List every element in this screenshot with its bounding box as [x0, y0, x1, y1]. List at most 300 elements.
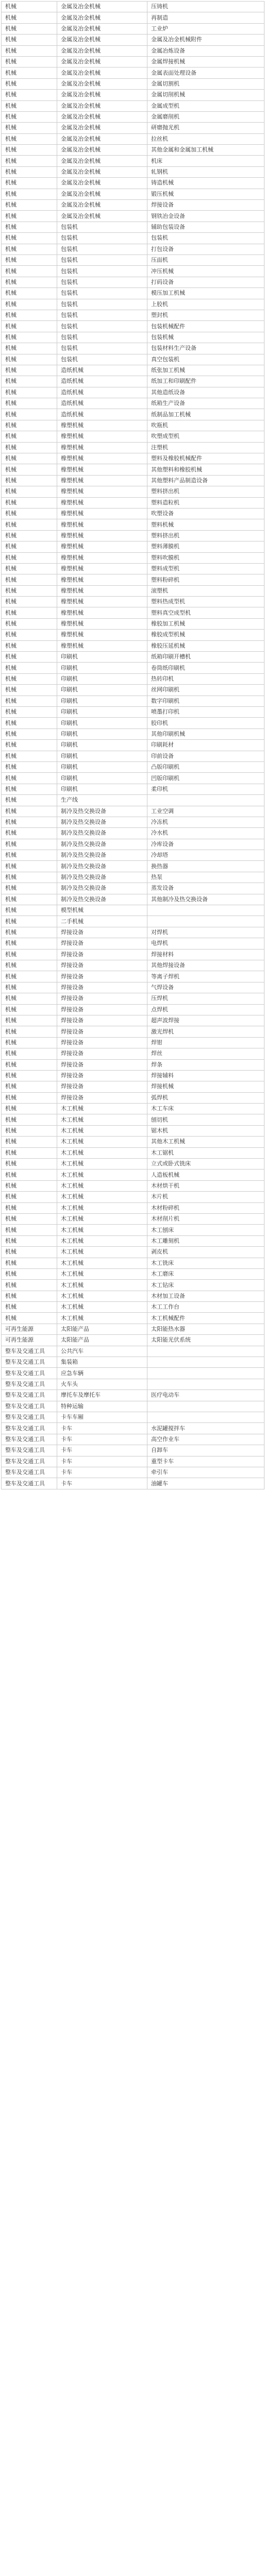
subcategory-cell: 其他塑料产品制造设备 — [147, 475, 264, 486]
category-cell: 焊接设备 — [57, 982, 147, 993]
category-cell: 印刷机 — [57, 751, 147, 761]
subcategory-cell: 金属磨削机 — [147, 111, 264, 122]
subcategory-cell: 木工车床 — [147, 1104, 264, 1114]
subcategory-cell: 冲压机械 — [147, 266, 264, 277]
subcategory-cell: 金属切割机 — [147, 78, 264, 89]
table-row — [2, 1225, 264, 1235]
subcategory-cell: 其他印刷机械 — [147, 728, 264, 739]
subcategory-cell: 工业炉 — [147, 23, 264, 34]
table-row — [2, 100, 264, 111]
subcategory-cell: 胶印机 — [147, 718, 264, 728]
category-cell: 制冷及热交换设备 — [57, 883, 147, 894]
industry-cell: 机械 — [2, 960, 57, 971]
subcategory-cell: 纸制品加工机械 — [147, 409, 264, 420]
industry-cell: 机械 — [2, 486, 57, 497]
category-cell: 焊接设备 — [57, 1059, 147, 1070]
industry-cell: 整车及交通工具 — [2, 1379, 57, 1389]
table-row — [2, 1280, 264, 1291]
category-cell: 制冷及热交换设备 — [57, 806, 147, 817]
category-cell: 摩托车及摩托车 — [57, 1390, 147, 1401]
category-cell: 包装机 — [57, 354, 147, 365]
table-row — [2, 332, 264, 343]
category-cell: 橡塑机械 — [57, 431, 147, 442]
category-cell: 卡车 — [57, 1423, 147, 1434]
table-row — [2, 982, 264, 993]
table-row — [2, 927, 264, 938]
industry-cell: 机械 — [2, 420, 57, 431]
subcategory-cell: 拉丝机 — [147, 133, 264, 144]
category-cell: 橡塑机械 — [57, 486, 147, 497]
industry-cell: 机械 — [2, 630, 57, 640]
category-cell: 木工机械 — [57, 1114, 147, 1125]
subcategory-cell: 塑料成型机 — [147, 563, 264, 574]
industry-cell: 机械 — [2, 761, 57, 772]
category-cell: 金属及冶金机械 — [57, 78, 147, 89]
category-cell: 橡塑机械 — [57, 442, 147, 453]
industry-cell: 整车及交通工具 — [2, 1456, 57, 1467]
category-cell: 印刷机 — [57, 696, 147, 706]
category-cell: 应急车辆 — [57, 1368, 147, 1379]
industry-cell: 机械 — [2, 530, 57, 541]
subcategory-cell: 木材烘干机 — [147, 1180, 264, 1191]
category-cell: 印刷机 — [57, 652, 147, 663]
table-row — [2, 266, 264, 277]
table-row — [2, 1170, 264, 1180]
category-cell: 焊接设备 — [57, 1070, 147, 1081]
industry-cell: 整车及交通工具 — [2, 1368, 57, 1379]
table-row — [2, 1147, 264, 1158]
table-row — [2, 663, 264, 673]
industry-cell: 整车及交通工具 — [2, 1346, 57, 1357]
category-cell: 金属及冶金机械 — [57, 178, 147, 189]
table-row — [2, 773, 264, 784]
table-row — [2, 861, 264, 872]
industry-cell: 机械 — [2, 222, 57, 232]
category-cell: 金属及冶金机械 — [57, 12, 147, 23]
industry-cell: 整车及交通工具 — [2, 1445, 57, 1456]
category-cell: 包装机 — [57, 321, 147, 332]
industry-cell: 整车及交通工具 — [2, 1401, 57, 1412]
category-cell: 橡塑机械 — [57, 519, 147, 530]
table-row — [2, 200, 264, 211]
table-row — [2, 1070, 264, 1081]
table-row — [2, 1235, 264, 1246]
category-cell: 焊接设备 — [57, 927, 147, 938]
table-row — [2, 916, 264, 927]
industry-cell: 机械 — [2, 1313, 57, 1324]
table-row — [2, 839, 264, 850]
subcategory-cell: 橡胶压延机械 — [147, 640, 264, 651]
category-cell: 二手机械 — [57, 916, 147, 927]
category-cell: 橡塑机械 — [57, 552, 147, 563]
subcategory-cell: 金属及冶金机械附件 — [147, 35, 264, 45]
category-cell: 木工机械 — [57, 1147, 147, 1158]
subcategory-cell: 换热器 — [147, 861, 264, 872]
category-cell: 包装机 — [57, 310, 147, 320]
table-row — [2, 607, 264, 618]
industry-cell: 机械 — [2, 1037, 57, 1048]
industry-cell: 机械 — [2, 1213, 57, 1224]
subcategory-cell: 上胶机 — [147, 299, 264, 310]
table-row — [2, 795, 264, 806]
industry-cell: 机械 — [2, 166, 57, 177]
subcategory-cell: 塑料吹膜机 — [147, 552, 264, 563]
category-cell: 印刷机 — [57, 707, 147, 718]
table-row — [2, 1159, 264, 1170]
table-row — [2, 718, 264, 728]
subcategory-cell: 印刷耗材 — [147, 740, 264, 751]
table-row — [2, 1324, 264, 1334]
category-cell: 制冷及热交换设备 — [57, 861, 147, 872]
industry-cell: 机械 — [2, 343, 57, 354]
industry-cell: 机械 — [2, 189, 57, 199]
table-row — [2, 1125, 264, 1136]
table-row — [2, 111, 264, 122]
industry-cell: 可再生能源 — [2, 1335, 57, 1346]
table-row — [2, 1048, 264, 1059]
category-cell: 卡车 — [57, 1467, 147, 1478]
industry-cell: 机械 — [2, 607, 57, 618]
industry-cell: 机械 — [2, 1180, 57, 1191]
industry-cell: 机械 — [2, 56, 57, 67]
industry-cell: 机械 — [2, 652, 57, 663]
table-row — [2, 1478, 264, 1489]
subcategory-cell: 卷筒纸印刷机 — [147, 663, 264, 673]
category-cell: 包装机 — [57, 233, 147, 244]
category-cell: 金属及冶金机械 — [57, 133, 147, 144]
subcategory-cell: 等离子焊机 — [147, 971, 264, 982]
category-cell: 木工机械 — [57, 1302, 147, 1313]
industry-cell: 机械 — [2, 597, 57, 607]
category-cell: 卡车 — [57, 1456, 147, 1467]
category-cell: 印刷机 — [57, 673, 147, 684]
subcategory-cell: 其他金属和金属加工机械 — [147, 145, 264, 156]
table-row — [2, 574, 264, 585]
industry-cell: 机械 — [2, 1147, 57, 1158]
industry-cell: 机械 — [2, 288, 57, 299]
subcategory-cell: 塑料挤出机 — [147, 486, 264, 497]
industry-cell: 整车及交通工具 — [2, 1467, 57, 1478]
category-cell: 金属及冶金机械 — [57, 189, 147, 199]
subcategory-cell: 木工机械配件 — [147, 1313, 264, 1324]
category-cell: 包装机 — [57, 266, 147, 277]
category-cell: 木工机械 — [57, 1280, 147, 1291]
table-row — [2, 1026, 264, 1037]
category-cell: 制冷及热交换设备 — [57, 817, 147, 827]
table-row — [2, 12, 264, 23]
table-row — [2, 178, 264, 189]
industry-cell: 机械 — [2, 475, 57, 486]
subcategory-cell: 蒸发设备 — [147, 883, 264, 894]
industry-cell: 机械 — [2, 365, 57, 376]
subcategory-cell: 重型卡车 — [147, 1456, 264, 1467]
table-row — [2, 255, 264, 265]
category-cell: 印刷机 — [57, 740, 147, 751]
industry-cell: 机械 — [2, 67, 57, 78]
table-row — [2, 23, 264, 34]
table-row — [2, 1137, 264, 1147]
industry-cell: 机械 — [2, 156, 57, 166]
subcategory-cell: 其他焊接设备 — [147, 960, 264, 971]
category-cell: 包装机 — [57, 255, 147, 265]
table-row — [2, 1357, 264, 1368]
subcategory-cell: 柔印机 — [147, 784, 264, 794]
category-cell: 造纸机械 — [57, 387, 147, 398]
category-cell: 金属及冶金机械 — [57, 145, 147, 156]
subcategory-cell: 冷库设备 — [147, 839, 264, 850]
table-row — [2, 1192, 264, 1202]
industry-cell: 机械 — [2, 123, 57, 133]
subcategory-cell: 激光焊机 — [147, 1026, 264, 1037]
industry-cell: 机械 — [2, 1247, 57, 1258]
category-cell: 制冷及热交换设备 — [57, 828, 147, 839]
industry-cell: 机械 — [2, 2, 57, 12]
table-row — [2, 189, 264, 199]
table-row — [2, 1037, 264, 1048]
table-row — [2, 1291, 264, 1301]
table-row — [2, 1456, 264, 1467]
subcategory-cell: 吹瓶机 — [147, 420, 264, 431]
category-cell: 木工机械 — [57, 1192, 147, 1202]
category-cell: 橡塑机械 — [57, 640, 147, 651]
table-row — [2, 90, 264, 100]
table-row — [2, 585, 264, 596]
table-row — [2, 123, 264, 133]
table-row — [2, 563, 264, 574]
table-row — [2, 1114, 264, 1125]
subcategory-cell: 冷水机 — [147, 828, 264, 839]
industry-cell: 机械 — [2, 244, 57, 255]
industry-cell: 机械 — [2, 718, 57, 728]
subcategory-cell: 压面机 — [147, 255, 264, 265]
industry-cell: 机械 — [2, 1104, 57, 1114]
table-row — [2, 894, 264, 905]
table-row — [2, 905, 264, 916]
subcategory-cell: 人造板机械 — [147, 1170, 264, 1180]
category-cell: 造纸机械 — [57, 409, 147, 420]
industry-cell: 机械 — [2, 1070, 57, 1081]
subcategory-cell: 塑料薄膜机 — [147, 541, 264, 552]
table-row — [2, 2, 264, 12]
subcategory-cell — [147, 1357, 264, 1368]
subcategory-cell: 焊接机械 — [147, 1081, 264, 1092]
table-row — [2, 1390, 264, 1401]
subcategory-cell: 太阳能热水器 — [147, 1324, 264, 1334]
industry-cell: 机械 — [2, 1092, 57, 1103]
industry-cell: 可再生能源 — [2, 1324, 57, 1334]
category-cell: 木工机械 — [57, 1268, 147, 1279]
category-cell: 印刷机 — [57, 773, 147, 784]
subcategory-cell: 轧钢机 — [147, 166, 264, 177]
category-cell: 木工机械 — [57, 1258, 147, 1268]
subcategory-cell: 丝网印刷机 — [147, 685, 264, 696]
category-cell: 造纸机械 — [57, 365, 147, 376]
category-cell: 木工机械 — [57, 1104, 147, 1114]
industry-cell: 机械 — [2, 1004, 57, 1015]
table-row — [2, 1313, 264, 1324]
table-row — [2, 960, 264, 971]
table-row — [2, 784, 264, 794]
category-cell: 木工机械 — [57, 1125, 147, 1136]
table-row — [2, 728, 264, 739]
subcategory-cell: 吹塑设备 — [147, 508, 264, 519]
industry-cell: 机械 — [2, 310, 57, 320]
category-cell: 公共汽车 — [57, 1346, 147, 1357]
industry-cell: 机械 — [2, 1225, 57, 1235]
table-row — [2, 376, 264, 387]
industry-cell: 机械 — [2, 354, 57, 365]
industry-cell: 机械 — [2, 200, 57, 211]
category-cell: 焊接设备 — [57, 971, 147, 982]
table-row — [2, 442, 264, 453]
table-row — [2, 1379, 264, 1389]
industry-cell: 机械 — [2, 673, 57, 684]
subcategory-cell — [147, 795, 264, 806]
subcategory-cell: 橡胶成型机械 — [147, 630, 264, 640]
table-row — [2, 387, 264, 398]
industry-cell: 机械 — [2, 861, 57, 872]
table-row — [2, 1202, 264, 1213]
category-table-body — [2, 2, 264, 1489]
subcategory-cell: 凸版印刷机 — [147, 761, 264, 772]
subcategory-cell: 塑料真空成型机 — [147, 607, 264, 618]
category-cell: 卡车 — [57, 1478, 147, 1489]
category-cell: 橡塑机械 — [57, 497, 147, 508]
subcategory-cell: 包装材料生产设备 — [147, 343, 264, 354]
table-row — [2, 288, 264, 299]
industry-cell: 机械 — [2, 1125, 57, 1136]
industry-cell: 整车及交通工具 — [2, 1412, 57, 1423]
table-row — [2, 67, 264, 78]
category-cell: 集装箱 — [57, 1357, 147, 1368]
table-row — [2, 1213, 264, 1224]
category-cell: 包装机 — [57, 222, 147, 232]
category-cell: 包装机 — [57, 343, 147, 354]
category-cell: 制冷及热交换设备 — [57, 894, 147, 905]
industry-cell: 机械 — [2, 299, 57, 310]
table-row — [2, 78, 264, 89]
industry-cell: 机械 — [2, 145, 57, 156]
category-cell: 太阳能产品 — [57, 1324, 147, 1334]
industry-cell: 机械 — [2, 1048, 57, 1059]
category-cell: 火车头 — [57, 1379, 147, 1389]
industry-cell: 机械 — [2, 828, 57, 839]
table-row — [2, 817, 264, 827]
table-row — [2, 45, 264, 56]
table-row — [2, 541, 264, 552]
industry-cell: 机械 — [2, 1268, 57, 1279]
category-cell: 焊接设备 — [57, 993, 147, 1004]
subcategory-cell: 木工锯机 — [147, 1147, 264, 1158]
table-row — [2, 1412, 264, 1423]
table-row — [2, 420, 264, 431]
table-row — [2, 299, 264, 310]
industry-cell: 机械 — [2, 464, 57, 475]
subcategory-cell: 金属成型机 — [147, 100, 264, 111]
industry-cell: 机械 — [2, 1235, 57, 1246]
category-cell: 橡塑机械 — [57, 420, 147, 431]
subcategory-cell: 木工铣床 — [147, 1258, 264, 1268]
table-row — [2, 828, 264, 839]
subcategory-cell: 打码设备 — [147, 277, 264, 287]
category-cell: 木工机械 — [57, 1137, 147, 1147]
table-row — [2, 1092, 264, 1103]
category-cell: 橡塑机械 — [57, 574, 147, 585]
table-row — [2, 310, 264, 320]
category-cell: 橡塑机械 — [57, 508, 147, 519]
category-cell: 制冷及热交换设备 — [57, 839, 147, 850]
industry-cell: 机械 — [2, 795, 57, 806]
industry-cell: 机械 — [2, 233, 57, 244]
industry-cell: 机械 — [2, 111, 57, 122]
table-row — [2, 1268, 264, 1279]
subcategory-cell: 真空包装机 — [147, 354, 264, 365]
category-cell: 生产线 — [57, 795, 147, 806]
category-cell: 焊接设备 — [57, 938, 147, 949]
industry-cell: 整车及交通工具 — [2, 1478, 57, 1489]
subcategory-cell: 木片机 — [147, 1192, 264, 1202]
subcategory-cell: 金属焊接机械 — [147, 56, 264, 67]
table-row — [2, 166, 264, 177]
industry-cell: 机械 — [2, 993, 57, 1004]
category-cell: 印刷机 — [57, 784, 147, 794]
industry-cell: 整车及交通工具 — [2, 1357, 57, 1368]
industry-cell: 机械 — [2, 850, 57, 861]
category-cell: 包装机 — [57, 277, 147, 287]
category-cell: 木工机械 — [57, 1202, 147, 1213]
subcategory-cell: 纸箱生产设备 — [147, 398, 264, 409]
subcategory-cell: 注塑机 — [147, 442, 264, 453]
category-cell: 模型机械 — [57, 905, 147, 916]
category-cell: 橡塑机械 — [57, 630, 147, 640]
table-row — [2, 630, 264, 640]
subcategory-cell — [147, 916, 264, 927]
category-cell: 金属及冶金机械 — [57, 56, 147, 67]
subcategory-cell: 再制造 — [147, 12, 264, 23]
category-cell: 橡塑机械 — [57, 530, 147, 541]
table-row — [2, 806, 264, 817]
subcategory-cell: 塑料挤出机 — [147, 530, 264, 541]
table-row — [2, 685, 264, 696]
industry-cell: 机械 — [2, 949, 57, 960]
subcategory-cell: 焊接辅料 — [147, 1070, 264, 1081]
table-row — [2, 949, 264, 960]
subcategory-cell: 锻压机械 — [147, 189, 264, 199]
subcategory-cell — [147, 1346, 264, 1357]
category-cell: 橡塑机械 — [57, 475, 147, 486]
table-row — [2, 222, 264, 232]
table-row — [2, 993, 264, 1004]
subcategory-cell: 压焊机 — [147, 993, 264, 1004]
subcategory-cell: 金属表面处理设备 — [147, 67, 264, 78]
category-cell: 印刷机 — [57, 761, 147, 772]
subcategory-cell: 模压加工机械 — [147, 288, 264, 299]
subcategory-cell: 其他制冷及热交换设备 — [147, 894, 264, 905]
table-row — [2, 696, 264, 706]
industry-cell: 机械 — [2, 541, 57, 552]
table-row — [2, 883, 264, 894]
subcategory-cell: 塑料粉碎机 — [147, 574, 264, 585]
category-cell: 焊接设备 — [57, 1015, 147, 1026]
subcategory-cell: 木工刨床 — [147, 1225, 264, 1235]
subcategory-cell — [147, 1412, 264, 1423]
industry-cell: 机械 — [2, 938, 57, 949]
subcategory-cell: 木工雕刻机 — [147, 1235, 264, 1246]
subcategory-cell: 吹塑成型机 — [147, 431, 264, 442]
industry-cell: 机械 — [2, 376, 57, 387]
subcategory-cell: 铸造机械 — [147, 178, 264, 189]
category-cell: 太阳能产品 — [57, 1335, 147, 1346]
